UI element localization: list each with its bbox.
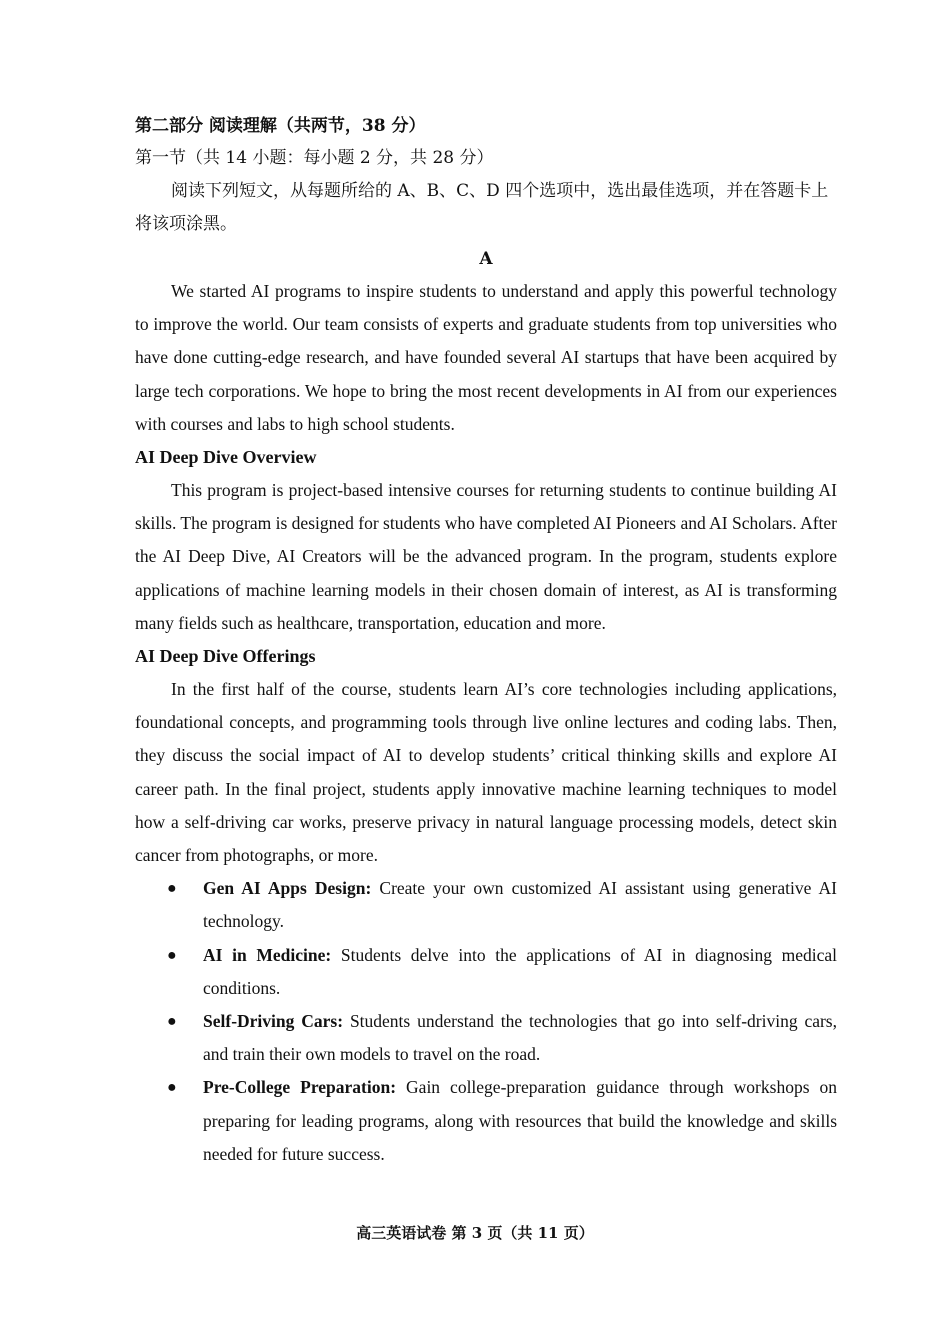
list-item bbox=[135, 1071, 837, 1171]
overview-paragraph: This program is project-based intensive courses for returning students to continue building AI skills. The program is designed for students who have completed AI Pioneers and AI Scholars. After the AI Deep Dive, AI Creators will be the advanced program. In the program, students explore applications of machine learning models in their chosen domain of interest, as AI is transforming many fields such as healthcare, transportation, education and more. bbox=[135, 480, 837, 633]
page-footer: 高三英语试卷 第 3 页（共 11 页） bbox=[356, 1224, 594, 1242]
offering-term: Gen AI Apps Design: bbox=[203, 878, 372, 899]
bullet-icon: ● bbox=[167, 1013, 177, 1031]
bullet-icon: ● bbox=[167, 880, 177, 898]
part-title: 第二部分 阅读理解（共两节，38 分） bbox=[135, 116, 426, 136]
overview-heading: AI Deep Dive Overview bbox=[135, 447, 317, 468]
instruction-text: 阅读下列短文，从每题所给的 A、B、C、D 四个选项中，选出最佳选项，并在答题卡上将该项涂黑。 bbox=[135, 181, 829, 234]
bullet-icon: ● bbox=[167, 946, 177, 964]
intro-paragraph: We started AI programs to inspire students to understand and apply this powerful technology to improve the world. Our team consists of experts and graduate students from top universities who have done cutting-edge research, and have founded several AI startups that have been acquired by large tech corporations. We hope to bring the most recent developments in AI from our experiences with courses and labs to high school students. bbox=[135, 281, 837, 434]
section-title: 第一节（共 14 小题：每小题 2 分，共 28 分） bbox=[135, 148, 494, 168]
list-item bbox=[135, 872, 837, 938]
offering-term: Pre-College Preparation: bbox=[203, 1077, 397, 1098]
offering-desc: Students understand the technologies that go into self-driving cars, and train their own models to travel on the road. bbox=[203, 1011, 837, 1065]
offerings-paragraph: In the first half of the course, students learn AI’s core technologies including applications, foundational concepts, and programming tools through live online lectures and coding labs. Then, they discuss the social impact of AI to develop students’ critical thinking skills and explore AI career path. In the final project, students apply innovative machine learning techniques to model how a self-driving car works, preserve privacy in natural language processing models, detect skin cancer from photographs, or more. bbox=[135, 679, 837, 866]
offering-desc: Students delve into the applications of AI in diagnosing medical conditions. bbox=[203, 944, 837, 998]
offering-term: AI in Medicine: bbox=[203, 944, 332, 965]
list-item bbox=[135, 1005, 837, 1071]
passage-letter: A bbox=[479, 249, 493, 269]
offering-desc: Create your own customized AI assistant using generative AI technology. bbox=[203, 878, 837, 932]
offering-term: Self-Driving Cars: bbox=[203, 1011, 344, 1032]
bullet-icon: ● bbox=[167, 1079, 177, 1097]
list-item bbox=[135, 939, 837, 1005]
page-content bbox=[135, 110, 837, 1171]
offerings-heading: AI Deep Dive Offerings bbox=[135, 646, 316, 667]
offering-desc: Gain college-preparation guidance through workshops on preparing for leading programs, along with resources that build the knowledge and skills needed for future success. bbox=[203, 1077, 837, 1164]
offerings-list bbox=[135, 872, 837, 1171]
